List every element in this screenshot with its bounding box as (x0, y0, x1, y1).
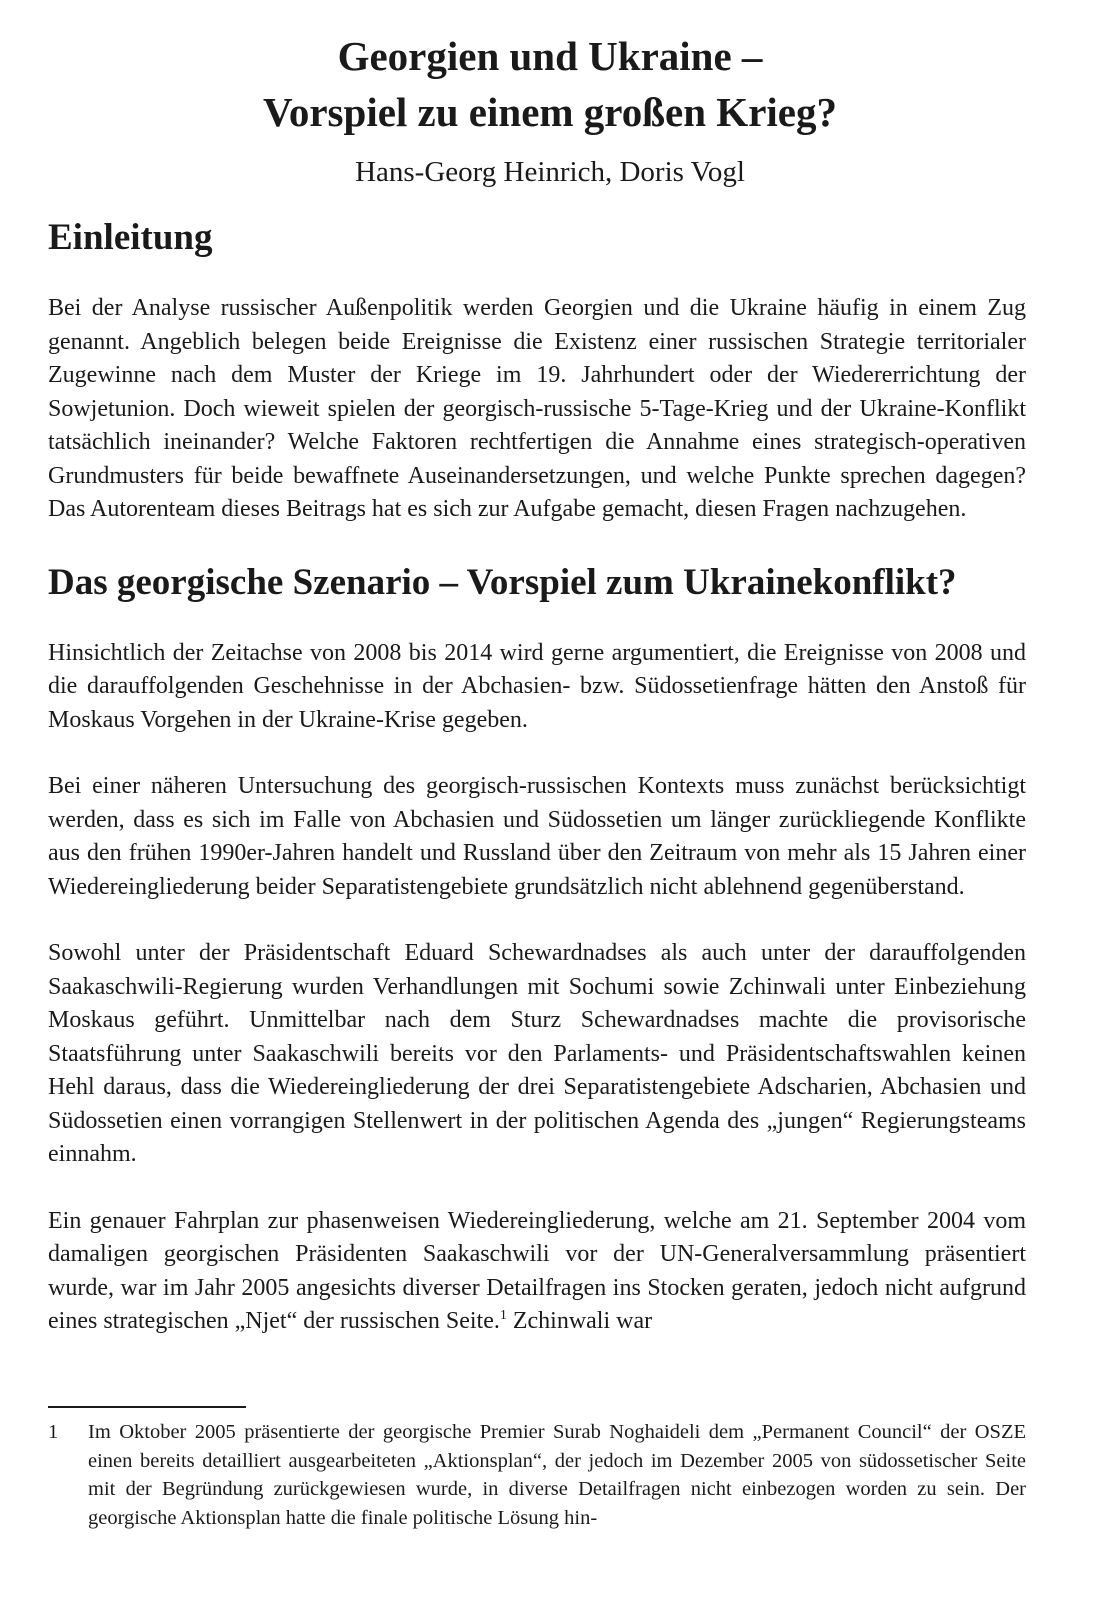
paragraph-zeitachse: Hinsichtlich der Zeitachse von 2008 bis 2014 wird gerne argumentiert, die Ereignisse von 2008 und die darauffolgenden Geschehnisse in der Abchasien- bzw. Südossetienfrage hätten den Anstoß für Moskaus Vorgehen in der Ukraine-Krise gegeben. (48, 639, 1026, 733)
paragraph-fahrplan-continuation: Zchinwali war (506, 1308, 653, 1334)
footnote-separator (48, 1406, 246, 1408)
footnote-reference[interactable]: 1 (499, 1308, 507, 1323)
paragraph-fahrplan-text: Ein genauer Fahrplan zur phasenweisen Wiedereingliederung, welche am 21. September 2004 vom damaligen georgischen Präsidenten Saakaschwili vor der UN-Generalversammlung präsentiert wurde, war im Jahr 2005 angesichts diverser Detailfragen ins Stocken geraten, jedoch nicht aufgrund eines strategischen „Njet“ der russischen Seite. (48, 1207, 1026, 1334)
paragraph-kontext: Bei einer näheren Untersuchung des georgisch-russischen Kontexts muss zunächst berücksichtigt werden, dass es sich im Falle von Abchasien und Südossetien um länger zurückliegende Konflikte aus den frühen 1990er-Jahren handelt und Russland über den Zeitraum von mehr als 15 Jahren einer Wiedereingliederung beider Separatistengebiete grundsätzlich nicht ablehnend gegenüberstand. (48, 773, 1026, 900)
footnote-text: Im Oktober 2005 präsentierte der georgische Premier Surab Noghaideli dem „Permanent Council“ der OSZE einen bereits detailliert ausgearbeiteten „Aktionsplan“, der jedoch im Dezember 2005 von südossetischer Seite mit der Begründung zurückgewiesen wurde, in diverse Detailfragen nicht einbezogen worden zu sein. Der georgische Aktionsplan hatte die finale politische Lösung hin- (88, 1421, 1026, 1529)
article-title (48, 28, 1026, 140)
footnote-number: 1 (48, 1421, 59, 1443)
article-authors: Hans-Georg Heinrich, Doris Vogl (355, 156, 745, 188)
footnote (48, 1418, 1026, 1532)
section-heading-georgisches-szenario: Das georgische Szenario – Vorspiel zum Ukrainekonflikt? (48, 561, 957, 603)
paragraph-fahrplan (48, 1205, 1026, 1339)
paragraph-verhandlungen: Sowohl unter der Präsidentschaft Eduard Schewardnadses als auch unter der darauffolgenden Saakaschwili-Regierung wurden Verhandlungen mit Sochumi sowie Zchinwali unter Einbeziehung Moskaus geführt. Unmittelbar nach dem Sturz Schewardnadses machte die provisorische Staatsführung unter Saakaschwili bereits vor den Parlaments- und Präsidentschaftswahlen keinen Hehl daraus, dass die Wiedereingliederung der drei Separatistengebiete Adscharien, Abchasien und Südossetien einen vorrangigen Stellenwert in der politischen Agenda des „jungen“ Regierungsteams einnahm. (48, 940, 1026, 1167)
paragraph-einleitung: Bei der Analyse russischer Außenpolitik werden Georgien und die Ukraine häufig in einem Zug genannt. Angeblich belegen beide Ereignisse die Existenz einer russischen Strategie territorialer Zugewinne nach dem Muster der Kriege im 19. Jahrhundert oder der Wiedererrichtung der Sowjetunion. Doch wieweit spielen der georgisch-russische 5-Tage-Krieg und der Ukraine-Konflikt tatsächlich ineinander? Welche Faktoren rechtfertigen die Annahme eines strategisch-operativen Grundmusters für beide bewaffnete Auseinandersetzungen, und welche Punkte sprechen dagegen? Das Autorenteam dieses Beitrags hat es sich zur Aufgabe gemacht, diesen Fragen nachzugehen. (48, 295, 1026, 522)
section-heading-einleitung: Einleitung (48, 217, 213, 258)
article-title-line-2: Vorspiel zu einem großen Krieg? (263, 89, 837, 135)
article-title-line-1: Georgien und Ukraine – (337, 33, 763, 79)
